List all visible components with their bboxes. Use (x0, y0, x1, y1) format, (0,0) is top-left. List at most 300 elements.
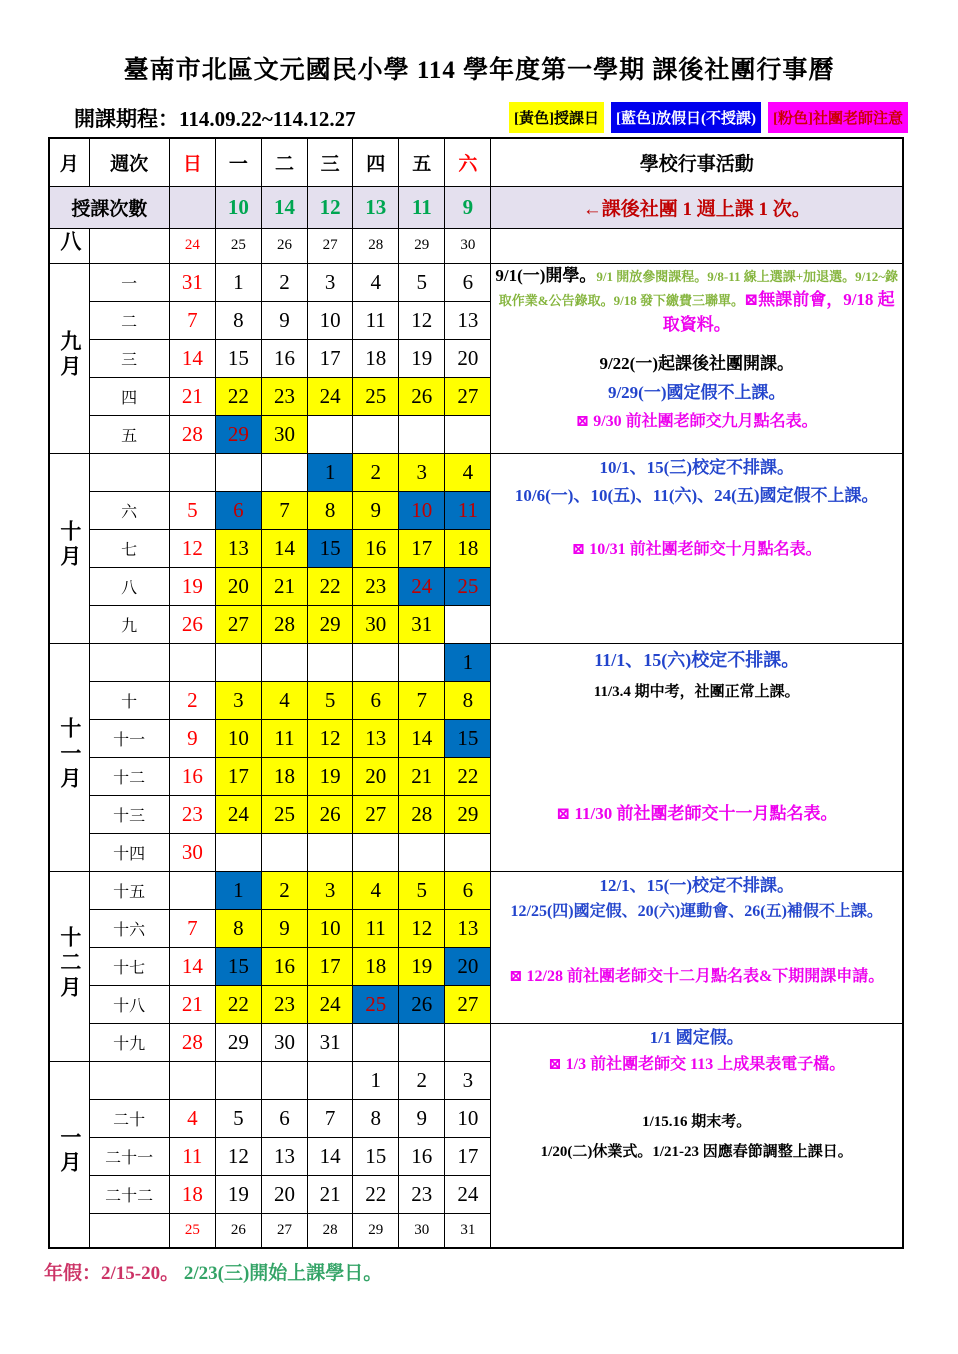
activity-notes-cell (491, 1023, 903, 1248)
week-label: 四 (89, 377, 169, 415)
day-cell: 29 (399, 228, 445, 263)
day-cell: 19 (399, 339, 445, 377)
day-cell: 20 (445, 947, 491, 985)
week-label: 六 (89, 491, 169, 529)
week-label: 十 (89, 681, 169, 719)
day-cell: 23 (169, 795, 215, 833)
day-cell: 23 (399, 1175, 445, 1213)
week-label: 十一 (89, 719, 169, 757)
day-cell: 15 (308, 529, 353, 567)
day-cell: 7 (261, 491, 307, 529)
month-label-text: 十二月 (57, 925, 82, 1001)
note-text: 10/1、15(三)校定不排課。 (599, 457, 794, 477)
day-cell (445, 1023, 491, 1061)
note-text: ⊠ 9/30 前社團老師交九月點名表。 (575, 413, 818, 431)
counts-label: 授課次數 (49, 186, 169, 228)
day-cell: 3 (215, 681, 261, 719)
note-text: 12/25(四)國定假、20(六)運動會、26(五)補假不上課。 (510, 903, 883, 921)
day-cell: 1 (353, 1061, 399, 1099)
day-cell: 27 (308, 228, 353, 263)
day-cell: 31 (308, 1023, 353, 1061)
note-line (491, 901, 902, 924)
note-line (491, 539, 902, 562)
day-cell: 22 (215, 377, 261, 415)
counts-note: ←課後社團 1 週上課 1 次。 (491, 186, 903, 228)
counts-row (49, 186, 903, 228)
day-cell: 16 (353, 529, 399, 567)
day-cell: 29 (445, 795, 491, 833)
course-period-label: 開課期程：114.09.22~114.12.27 (74, 107, 356, 131)
page-title: 臺南市北區文元國民小學 114 學年度第一學期 課後社團行事曆 (123, 57, 835, 84)
day-cell: 14 (308, 1137, 353, 1175)
week-label: 五 (89, 415, 169, 453)
day-cell: 12 (399, 909, 445, 947)
day-cell: 6 (445, 263, 491, 301)
day-cell: 3 (445, 1061, 491, 1099)
day-cell: 30 (399, 1213, 445, 1248)
month-label (49, 453, 89, 643)
day-cell: 3 (308, 871, 353, 909)
day-cell: 8 (308, 491, 353, 529)
subheader (74, 102, 908, 133)
day-cell: 22 (353, 1175, 399, 1213)
day-cell: 31 (399, 605, 445, 643)
week-label: 十九 (89, 1023, 169, 1061)
counts-thursday: 13 (353, 186, 399, 228)
day-cell: 13 (353, 719, 399, 757)
month-label-text: 一月 (57, 1126, 82, 1177)
counts-friday: 11 (399, 186, 445, 228)
day-cell: 31 (169, 263, 215, 301)
header-row (49, 138, 903, 186)
activity-notes-cell (491, 228, 903, 263)
note-line (491, 264, 902, 338)
day-cell: 2 (261, 263, 307, 301)
day-cell: 6 (353, 681, 399, 719)
day-cell: 21 (169, 377, 215, 415)
week-label: 二十一 (89, 1137, 169, 1175)
day-cell: 4 (353, 871, 399, 909)
day-cell: 6 (445, 871, 491, 909)
day-cell (261, 453, 307, 491)
note-text: 1/1 國定假。 (649, 1027, 744, 1047)
day-cell: 30 (353, 605, 399, 643)
day-cell: 8 (445, 681, 491, 719)
day-cell (308, 415, 353, 453)
month-label-text: 九月 (57, 330, 82, 380)
day-cell: 5 (399, 871, 445, 909)
day-cell: 14 (169, 339, 215, 377)
legend-teaching-day: [黃色]授課日 (509, 102, 604, 133)
day-cell: 27 (261, 1213, 307, 1248)
day-cell: 25 (353, 985, 399, 1023)
day-cell (399, 833, 445, 871)
day-cell (169, 643, 215, 681)
week-label: 十三 (89, 795, 169, 833)
day-cell: 9 (169, 719, 215, 757)
day-cell: 16 (261, 947, 307, 985)
week-label (89, 643, 169, 681)
day-cell: 19 (308, 757, 353, 795)
note-line (491, 1054, 902, 1077)
day-cell (169, 453, 215, 491)
day-cell (261, 643, 307, 681)
day-cell: 30 (261, 415, 307, 453)
day-cell: 25 (215, 228, 261, 263)
calendar-row (49, 643, 903, 681)
note-line (491, 411, 902, 434)
day-cell (353, 1023, 399, 1061)
day-cell (215, 643, 261, 681)
day-cell: 12 (169, 529, 215, 567)
header-day-tuesday: 二 (261, 138, 307, 186)
week-label: 八 (89, 567, 169, 605)
day-cell: 9 (261, 909, 307, 947)
day-cell: 19 (399, 947, 445, 985)
day-cell: 2 (261, 871, 307, 909)
day-cell: 21 (399, 757, 445, 795)
day-cell: 26 (261, 228, 307, 263)
day-cell: 21 (261, 567, 307, 605)
day-cell: 2 (353, 453, 399, 491)
note-text: ⊠ 12/28 前社團老師交十二月點名表&下期開課申請。 (509, 967, 885, 985)
day-cell: 30 (445, 228, 491, 263)
day-cell: 14 (261, 529, 307, 567)
week-label: 九 (89, 605, 169, 643)
day-cell: 10 (445, 1099, 491, 1137)
day-cell: 25 (169, 1213, 215, 1248)
day-cell: 12 (215, 1137, 261, 1175)
day-cell: 21 (169, 985, 215, 1023)
day-cell: 12 (308, 719, 353, 757)
note-text: 9/1(一)開學。 (495, 265, 597, 285)
header-week: 週次 (89, 138, 169, 186)
week-label: 十五 (89, 871, 169, 909)
day-cell: 8 (353, 1099, 399, 1137)
day-cell: 22 (445, 757, 491, 795)
calendar-row (49, 1023, 903, 1061)
footer-note (44, 1258, 958, 1285)
note-text: 10/6(一)、10(五)、11(六)、24(五)國定假不上課。 (514, 486, 879, 506)
day-cell: 28 (308, 1213, 353, 1248)
day-cell: 29 (308, 605, 353, 643)
day-cell: 22 (308, 567, 353, 605)
day-cell: 28 (261, 605, 307, 643)
week-label: 三 (89, 339, 169, 377)
day-cell: 8 (215, 301, 261, 339)
calendar-row (49, 453, 903, 491)
day-cell: 2 (399, 1061, 445, 1099)
week-label (89, 228, 169, 263)
counts-monday: 10 (215, 186, 261, 228)
header-day-thursday: 四 (353, 138, 399, 186)
day-cell: 19 (215, 1175, 261, 1213)
day-cell: 17 (308, 339, 353, 377)
day-cell: 11 (261, 719, 307, 757)
day-cell: 26 (308, 795, 353, 833)
day-cell: 19 (169, 567, 215, 605)
day-cell: 10 (399, 491, 445, 529)
activity-notes-cell (491, 263, 903, 453)
day-cell: 17 (399, 529, 445, 567)
day-cell (308, 833, 353, 871)
day-cell (261, 1061, 307, 1099)
day-cell: 3 (399, 453, 445, 491)
day-cell: 13 (445, 301, 491, 339)
day-cell: 4 (169, 1099, 215, 1137)
counts-sunday (169, 186, 215, 228)
day-cell: 29 (215, 1023, 261, 1061)
day-cell (445, 605, 491, 643)
day-cell: 29 (215, 415, 261, 453)
day-cell: 10 (215, 719, 261, 757)
day-cell: 1 (215, 871, 261, 909)
day-cell: 18 (445, 529, 491, 567)
counts-wednesday: 12 (308, 186, 353, 228)
day-cell: 23 (353, 567, 399, 605)
day-cell: 18 (353, 339, 399, 377)
calendar-row (49, 263, 903, 301)
day-cell (353, 833, 399, 871)
footer-school-start: 2/23(三)開始上課學日。 (183, 1263, 383, 1284)
day-cell: 13 (445, 909, 491, 947)
day-cell: 11 (169, 1137, 215, 1175)
day-cell: 5 (308, 681, 353, 719)
day-cell: 10 (308, 301, 353, 339)
day-cell: 24 (215, 795, 261, 833)
legend-teacher-notice: [粉色]社團老師注意 (768, 102, 908, 133)
day-cell: 18 (169, 1175, 215, 1213)
day-cell: 24 (169, 228, 215, 263)
day-cell: 1 (308, 453, 353, 491)
note-text: 11/3.4 期中考，社團正常上課。 (593, 684, 800, 701)
week-label: 一 (89, 263, 169, 301)
day-cell: 30 (169, 833, 215, 871)
day-cell: 3 (308, 263, 353, 301)
week-label: 十四 (89, 833, 169, 871)
header-day-saturday: 六 (445, 138, 491, 186)
day-cell (215, 453, 261, 491)
day-cell: 31 (445, 1213, 491, 1248)
day-cell: 25 (261, 795, 307, 833)
note-line (491, 802, 902, 827)
header-day-sunday: 日 (169, 138, 215, 186)
activity-notes-cell (491, 871, 903, 1023)
note-line (491, 1111, 902, 1134)
day-cell: 26 (399, 377, 445, 415)
day-cell: 15 (353, 1137, 399, 1175)
day-cell: 9 (353, 491, 399, 529)
header-day-wednesday: 三 (308, 138, 353, 186)
day-cell: 20 (261, 1175, 307, 1213)
header-day-monday: 一 (215, 138, 261, 186)
day-cell: 6 (215, 491, 261, 529)
week-label: 二十 (89, 1099, 169, 1137)
day-cell: 4 (445, 453, 491, 491)
note-text: ⊠ 1/3 前社團老師交 113 上成果表電子檔。 (548, 1056, 846, 1074)
day-cell: 28 (353, 228, 399, 263)
note-line (491, 381, 902, 406)
month-label (49, 1061, 89, 1248)
day-cell (399, 643, 445, 681)
week-label (89, 1213, 169, 1248)
day-cell: 5 (215, 1099, 261, 1137)
day-cell: 17 (215, 757, 261, 795)
day-cell (169, 1061, 215, 1099)
activity-notes-cell (491, 453, 903, 643)
header-month: 月 (49, 138, 89, 186)
day-cell (399, 1023, 445, 1061)
day-cell: 2 (169, 681, 215, 719)
counts-tuesday: 14 (261, 186, 307, 228)
week-label: 二十二 (89, 1175, 169, 1213)
day-cell: 9 (261, 301, 307, 339)
note-text: 1/15.16 期末考。 (642, 1113, 752, 1130)
day-cell: 18 (261, 757, 307, 795)
week-label (89, 453, 169, 491)
day-cell: 7 (169, 301, 215, 339)
note-text: 9/1 開放參閱課程。9/8-11 線上選課+加退選。9/12~錄取作業&公告錄取。9/18 發下繳費三聯單。 (498, 268, 899, 309)
note-line (491, 648, 902, 674)
day-cell: 25 (445, 567, 491, 605)
activity-notes-cell (491, 643, 903, 871)
week-label: 十七 (89, 947, 169, 985)
day-cell: 21 (308, 1175, 353, 1213)
day-cell: 1 (215, 263, 261, 301)
note-line (491, 681, 902, 704)
day-cell (308, 1061, 353, 1099)
day-cell: 11 (445, 491, 491, 529)
note-line (491, 966, 902, 989)
day-cell: 15 (445, 719, 491, 757)
note-text: ⊠無課前會，9/18 起取資料。 (662, 290, 895, 334)
legend-holiday-no-class: [藍色]放假日(不授課) (611, 102, 761, 133)
day-cell: 23 (261, 985, 307, 1023)
day-cell (445, 415, 491, 453)
day-cell (261, 833, 307, 871)
day-cell: 26 (169, 605, 215, 643)
day-cell (353, 643, 399, 681)
day-cell: 27 (215, 605, 261, 643)
day-cell: 23 (261, 377, 307, 415)
day-cell (353, 415, 399, 453)
day-cell (215, 1061, 261, 1099)
note-line (491, 456, 902, 481)
day-cell: 10 (308, 909, 353, 947)
week-label: 十二 (89, 757, 169, 795)
note-text: 11/1、15(六)校定不排課。 (594, 649, 800, 670)
day-cell: 26 (399, 985, 445, 1023)
note-line (491, 352, 902, 377)
day-cell: 28 (169, 1023, 215, 1061)
day-cell: 9 (399, 1099, 445, 1137)
day-cell: 5 (169, 491, 215, 529)
note-line (491, 874, 902, 899)
day-cell: 17 (445, 1137, 491, 1175)
day-cell: 30 (261, 1023, 307, 1061)
day-cell: 24 (445, 1175, 491, 1213)
day-cell: 28 (399, 795, 445, 833)
note-text: 9/29(一)國定假不上課。 (607, 383, 786, 403)
day-cell: 14 (169, 947, 215, 985)
note-text: 1/20(二)休業式。1/21-23 因應春節調整上課日。 (540, 1143, 853, 1160)
note-line (491, 1141, 902, 1164)
day-cell: 27 (445, 985, 491, 1023)
day-cell: 26 (215, 1213, 261, 1248)
month-label-text: 八 (57, 230, 82, 255)
week-label (89, 1061, 169, 1099)
month-label (49, 263, 89, 453)
counts-saturday: 9 (445, 186, 491, 228)
week-label: 七 (89, 529, 169, 567)
note-text: 9/22(一)起課後社團開課。 (599, 353, 794, 373)
day-cell: 14 (399, 719, 445, 757)
day-cell: 4 (261, 681, 307, 719)
month-label-text: 十月 (57, 520, 82, 570)
day-cell: 1 (445, 643, 491, 681)
calendar-table (48, 137, 904, 1249)
month-label (49, 871, 89, 1061)
day-cell: 12 (399, 301, 445, 339)
header-day-friday: 五 (399, 138, 445, 186)
note-line (491, 1026, 902, 1051)
day-cell: 28 (169, 415, 215, 453)
footer-new-year-holiday: 年假：2/15-20。 (44, 1263, 180, 1284)
note-text: ⊠ 11/30 前社團老師交十一月點名表。 (555, 803, 838, 823)
note-text: ⊠ 10/31 前社團老師交十月點名表。 (571, 540, 822, 558)
header-school-activities: 學校行事活動 (491, 138, 903, 186)
month-label (49, 643, 89, 871)
week-label: 二 (89, 301, 169, 339)
day-cell: 4 (353, 263, 399, 301)
day-cell: 20 (353, 757, 399, 795)
day-cell: 11 (353, 301, 399, 339)
week-label: 十六 (89, 909, 169, 947)
note-line (491, 484, 902, 509)
day-cell: 24 (399, 567, 445, 605)
day-cell (308, 643, 353, 681)
month-label-text: 十一月 (57, 716, 82, 792)
calendar-row (49, 871, 903, 909)
day-cell: 18 (353, 947, 399, 985)
day-cell: 16 (169, 757, 215, 795)
day-cell (169, 871, 215, 909)
day-cell: 22 (215, 985, 261, 1023)
day-cell (399, 415, 445, 453)
day-cell: 25 (353, 377, 399, 415)
day-cell (215, 833, 261, 871)
day-cell: 20 (215, 567, 261, 605)
day-cell: 27 (445, 377, 491, 415)
month-label (49, 228, 89, 263)
day-cell: 24 (308, 985, 353, 1023)
day-cell (445, 833, 491, 871)
day-cell: 7 (169, 909, 215, 947)
day-cell: 5 (399, 263, 445, 301)
day-cell: 11 (353, 909, 399, 947)
day-cell: 13 (215, 529, 261, 567)
day-cell: 27 (353, 795, 399, 833)
day-cell: 13 (261, 1137, 307, 1175)
legend (509, 102, 908, 133)
day-cell: 17 (308, 947, 353, 985)
note-text: 12/1、15(一)校定不排課。 (599, 875, 794, 895)
day-cell: 20 (445, 339, 491, 377)
day-cell: 29 (353, 1213, 399, 1248)
day-cell: 16 (399, 1137, 445, 1175)
day-cell: 7 (308, 1099, 353, 1137)
day-cell: 15 (215, 339, 261, 377)
